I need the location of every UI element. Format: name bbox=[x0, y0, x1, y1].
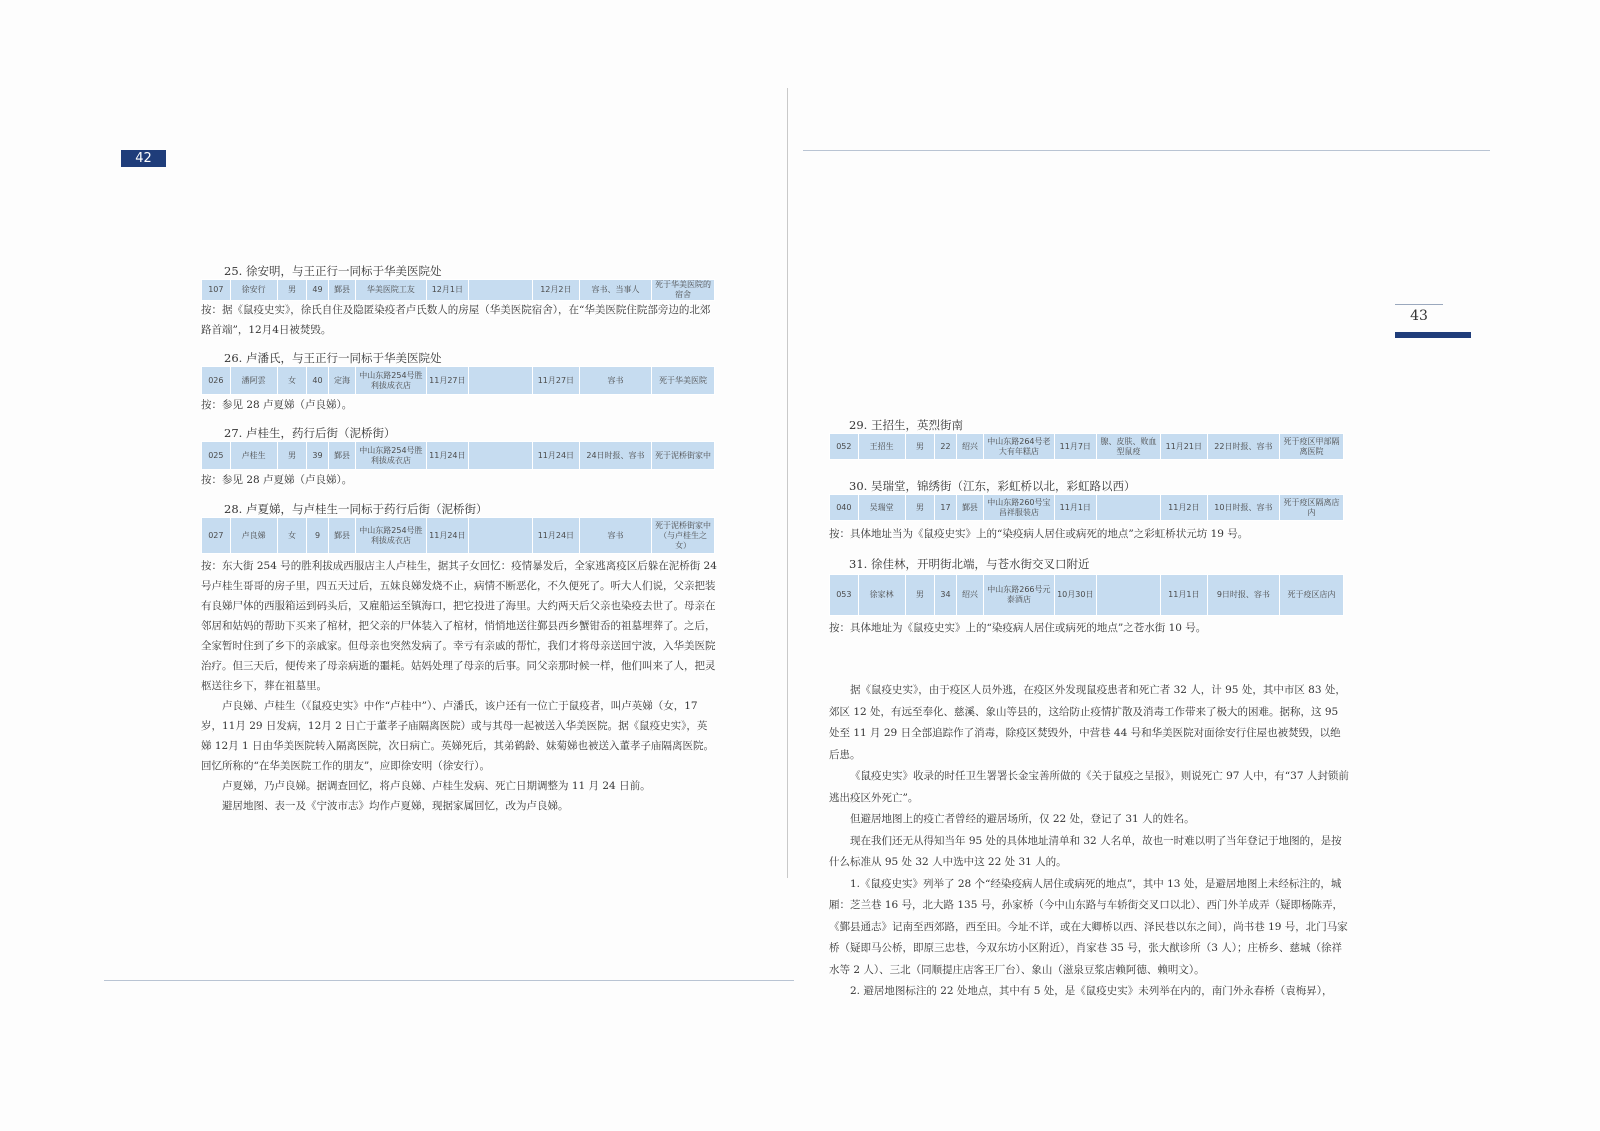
left-page bbox=[0, 0, 795, 1131]
table-cell: 40 bbox=[307, 367, 328, 395]
record-table-28 bbox=[201, 517, 715, 554]
table-cell: 11月24日 bbox=[426, 442, 469, 470]
table-cell: 死于泥桥街家中 bbox=[652, 442, 715, 470]
table-cell bbox=[1097, 575, 1161, 616]
page-number-right: 43 bbox=[1395, 304, 1443, 327]
table-cell: 9日时报、容书 bbox=[1207, 575, 1279, 616]
table-cell: 10日时报、容书 bbox=[1207, 495, 1279, 521]
table-cell: 死于华美医院 bbox=[652, 367, 715, 395]
table-cell: 052 bbox=[830, 434, 859, 460]
table-cell: 中山东路260号宝昌祥服装店 bbox=[984, 495, 1054, 521]
entry-heading-27: 27. 卢桂生，药行后街（泥桥街） bbox=[224, 426, 396, 440]
table-cell: 49 bbox=[307, 280, 328, 301]
table-cell: 027 bbox=[202, 518, 231, 554]
table-cell: 11月21日 bbox=[1160, 434, 1207, 460]
table-cell: 24日时报、容书 bbox=[579, 442, 651, 470]
table-cell: 34 bbox=[935, 575, 956, 616]
table-row bbox=[202, 442, 715, 470]
table-cell: 容书、当事人 bbox=[579, 280, 651, 301]
table-row bbox=[202, 367, 715, 395]
table-cell: 吴瑞堂 bbox=[858, 495, 905, 521]
table-cell: 卢良娣 bbox=[230, 518, 277, 554]
table-cell: 11月27日 bbox=[426, 367, 469, 395]
table-cell: 卢桂生 bbox=[230, 442, 277, 470]
table-cell: 绍兴 bbox=[956, 575, 984, 616]
table-cell: 11月24日 bbox=[532, 518, 579, 554]
table-cell: 死于疫区店内 bbox=[1280, 575, 1344, 616]
table-cell: 22日时报、容书 bbox=[1207, 434, 1279, 460]
table-row bbox=[830, 434, 1344, 460]
table-cell: 潘阿雲 bbox=[230, 367, 277, 395]
table-cell: 王招生 bbox=[858, 434, 905, 460]
table-cell: 容书 bbox=[579, 367, 651, 395]
table-cell: 男 bbox=[905, 434, 935, 460]
table-cell: 11月7日 bbox=[1054, 434, 1097, 460]
table-cell bbox=[469, 518, 533, 554]
table-cell: 女 bbox=[277, 518, 307, 554]
table-cell: 鄞县 bbox=[328, 442, 356, 470]
entry-note-26 bbox=[201, 395, 717, 415]
table-cell: 12月2日 bbox=[532, 280, 579, 301]
table-cell: 040 bbox=[830, 495, 859, 521]
table-cell: 男 bbox=[905, 495, 935, 521]
table-cell bbox=[469, 442, 533, 470]
table-cell: 11月24日 bbox=[426, 518, 469, 554]
table-cell: 17 bbox=[935, 495, 956, 521]
note-paragraph: 按：具体地址当为《鼠疫史实》上的“染疫病人居住或病死的地点”之彩虹桥状元坊 19 号。 bbox=[829, 528, 1249, 540]
table-row bbox=[202, 280, 715, 301]
table-cell: 107 bbox=[202, 280, 231, 301]
page-number-bar bbox=[1395, 332, 1471, 338]
table-cell: 鄞县 bbox=[956, 495, 984, 521]
entry-heading-29: 29. 王招生，英烈街南 bbox=[849, 418, 963, 432]
table-row bbox=[830, 495, 1344, 521]
table-cell: 徐安行 bbox=[230, 280, 277, 301]
table-cell: 死于泥桥街家中（与卢桂生之女） bbox=[652, 518, 715, 554]
table-cell: 定海 bbox=[328, 367, 356, 395]
table-cell: 026 bbox=[202, 367, 231, 395]
table-cell: 死于华美医院的宿舍 bbox=[652, 280, 715, 301]
body-text bbox=[829, 680, 1349, 1003]
entry-heading-25: 25. 徐安明，与王正行一同标于华美医院处 bbox=[224, 264, 442, 278]
page-number-left: 42 bbox=[121, 150, 166, 167]
table-cell: 鄞县 bbox=[328, 280, 356, 301]
entry-note-27 bbox=[201, 470, 717, 490]
record-table-30 bbox=[829, 494, 1344, 521]
table-cell: 053 bbox=[830, 575, 859, 616]
table-cell: 容书 bbox=[579, 518, 651, 554]
note-paragraph: 卢良娣、卢桂生（《鼠疫史实》中作“卢桂中”）、卢潘氏，该户还有一位亡于鼠疫者，叫卢英娣（女，17岁，11月 29 日发病，12月 2 日亡于董孝子庙隔离医院）或与其母一起被送入华美医院。据《鼠疫史实》，英娣 12月 1 日由华美医院转入隔离医院，次日病亡。英娣死后，其弟鹤龄、妹菊娣也被送入董孝子庙隔离医院。回忆所称的“在华美医院工作的朋友”，应即徐安明（徐安行）。 bbox=[201, 700, 715, 772]
table-cell: 11月1日 bbox=[1160, 575, 1207, 616]
record-table-31 bbox=[829, 574, 1344, 616]
body-paragraph: 现在我们还无从得知当年 95 处的具体地址清单和 32 人名单，故也一时难以明了当年登记于地图的，是按什么标准从 95 处 32 人中选中这 22 处 31 人的。 bbox=[829, 834, 1342, 868]
entry-note-30 bbox=[829, 524, 1349, 544]
table-cell: 10月30日 bbox=[1054, 575, 1097, 616]
table-cell: 死于疫区甲部隔离医院 bbox=[1280, 434, 1344, 460]
table-cell: 11月24日 bbox=[532, 442, 579, 470]
entry-heading-30: 30. 吴瑞堂，锦绣街（江东，彩虹桥以北，彩虹路以西） bbox=[849, 479, 1136, 493]
table-cell: 华美医院工友 bbox=[356, 280, 426, 301]
table-cell: 徐家林 bbox=[858, 575, 905, 616]
record-table-25 bbox=[201, 279, 715, 301]
table-cell bbox=[469, 367, 533, 395]
header-rule bbox=[803, 150, 1490, 151]
table-cell: 鄞县 bbox=[328, 518, 356, 554]
body-paragraph: 但避居地图上的疫亡者曾经的避居场所，仅 22 处，登记了 31 人的姓名。 bbox=[850, 813, 1195, 825]
table-cell: 中山东路254号胜利拔成衣店 bbox=[356, 442, 426, 470]
table-cell: 中山东路266号元泰酒店 bbox=[984, 575, 1054, 616]
note-paragraph: 按：据《鼠疫史实》，徐氏自住及隐匿染疫者卢氏数人的房屋（华美医院宿舍），在“华美医院住院部旁边的北郊路首端”，12月4日被焚毁。 bbox=[201, 304, 711, 336]
entry-heading-26: 26. 卢潘氏，与王正行一同标于华美医院处 bbox=[224, 351, 442, 365]
table-cell: 39 bbox=[307, 442, 328, 470]
record-table-26 bbox=[201, 366, 715, 395]
table-cell: 025 bbox=[202, 442, 231, 470]
table-cell: 中山东路264号老大有年糕店 bbox=[984, 434, 1054, 460]
table-row bbox=[202, 518, 715, 554]
table-cell: 男 bbox=[905, 575, 935, 616]
note-paragraph: 按：东大街 254 号的胜利拔成西服店主人卢桂生，据其子女回忆：疫情暴发后，全家逃离疫区后躲在泥桥街 24 号卢桂生哥哥的房子里，四五天过后，五妹良娣发烧不止，病情不断恶化，不久便死了。听大人们说，父亲把装有良娣尸体的西服箱运到码头后，又雇船运至镇海口，把它投进了海里。大约两天后父亲也染疫去世了。母亲在邻居和姑妈的帮助下买来了棺材，把父亲的尸体装入了棺材，悄悄地送往鄞县西乡蟹钳岙的祖墓埋葬了。之后，全家暂时住到了乡下的亲戚家。但母亲也突然发病了。幸亏有亲戚的帮忙，我们才将母亲送回宁波，入华美医院治疗。但三天后，便传来了母亲病逝的噩耗。姑妈处理了母亲的后事。同父亲那时候一样，他们叫来了人，把灵柩送往乡下，葬在祖墓里。 bbox=[201, 560, 717, 692]
table-cell: 死于疫区隔离店内 bbox=[1280, 495, 1344, 521]
table-cell bbox=[1097, 495, 1161, 521]
table-cell: 男 bbox=[277, 280, 307, 301]
body-paragraph: 《鼠疫史实》收录的时任卫生署署长金宝善所做的《关于鼠疫之呈报》，则说死亡 97 人中，有“37 人封锁前逃出疫区外死亡”。 bbox=[829, 770, 1349, 804]
record-table-29 bbox=[829, 433, 1344, 460]
table-cell: 中山东路254号胜利拔成衣店 bbox=[356, 518, 426, 554]
table-cell: 11月2日 bbox=[1160, 495, 1207, 521]
note-paragraph: 按：参见 28 卢夏娣（卢良娣）。 bbox=[201, 474, 353, 486]
body-paragraph: 1.《鼠疫史实》列举了 28 个“经染疫病人居住或病死的地点”，其中 13 处，是避居地图上未经标注的，城厢：芝兰巷 16 号，北大路 135 号，孙家桥（今中山东路与车轿街交叉口以北）、西门外羊成弄（疑即杨陈弄，《鄞县通志》记南至西郊路，西至田。今址不详，或在大卿桥以西、泽民巷以东之间），尚书巷 19 号，北门马家桥（疑即马公桥，即原三忠巷，今双东坊小区附近），肖家巷 35 号，张大猷诊所（3 人）；庄桥乡、慈城（徐祥水等 2 人）、三北（同顺提庄店客王厂台）、象山（滋泉豆浆店赖阿德、赖明文）。 bbox=[829, 877, 1348, 976]
entry-note-25 bbox=[201, 300, 717, 340]
entry-note-28 bbox=[201, 556, 717, 816]
body-paragraph: 据《鼠疫史实》，由于疫区人员外逃，在疫区外发现鼠疫患者和死亡者 32 人，计 95 处，其中市区 83 处，郊区 12 处，有远至奉化、慈溪、象山等县的，这给防止疫情扩散及消毒工作带来了极大的困难。据称，这 95 处至 11 月 29 日全部追踪作了消毒，除疫区焚毁外，中营巷 44 号和华美医院对面徐安行住屋也被焚毁，以绝后患。 bbox=[829, 684, 1346, 761]
record-table-27 bbox=[201, 441, 715, 470]
note-paragraph: 避居地图、表一及《宁波市志》均作卢夏娣，现据家属回忆，改为卢良娣。 bbox=[222, 800, 569, 812]
table-cell bbox=[469, 280, 533, 301]
table-cell: 女 bbox=[277, 367, 307, 395]
note-paragraph: 按：参见 28 卢夏娣（卢良娣）。 bbox=[201, 399, 353, 411]
table-cell: 11月1日 bbox=[1054, 495, 1097, 521]
table-cell: 12月1日 bbox=[426, 280, 469, 301]
footer-rule bbox=[104, 980, 794, 981]
body-paragraph: 2. 避居地图标注的 22 处地点，其中有 5 处，是《鼠疫史实》未列举在内的，南门外永春桥（袁梅昇）， bbox=[850, 985, 1333, 997]
note-paragraph: 卢夏娣，乃卢良娣。据调查回忆，将卢良娣、卢桂生发病、死亡日期调整为 11 月 24 日前。 bbox=[222, 780, 651, 792]
note-paragraph: 按：具体地址为《鼠疫史实》上的“染疫病人居住或病死的地点”之苍水街 10 号。 bbox=[829, 622, 1207, 634]
table-cell: 22 bbox=[935, 434, 956, 460]
table-cell: 中山东路254号胜利拔成衣店 bbox=[356, 367, 426, 395]
right-page bbox=[795, 0, 1600, 1131]
entry-note-31 bbox=[829, 618, 1349, 638]
table-cell: 11月27日 bbox=[532, 367, 579, 395]
table-cell: 腺、皮肤、败血型鼠疫 bbox=[1097, 434, 1161, 460]
table-row bbox=[830, 575, 1344, 616]
table-cell: 9 bbox=[307, 518, 328, 554]
entry-heading-28: 28. 卢夏娣，与卢桂生一同标于药行后街（泥桥街） bbox=[224, 502, 488, 516]
table-cell: 绍兴 bbox=[956, 434, 984, 460]
entry-heading-31: 31. 徐佳林，开明街北端，与苍水街交叉口附近 bbox=[849, 557, 1090, 571]
table-cell: 男 bbox=[277, 442, 307, 470]
